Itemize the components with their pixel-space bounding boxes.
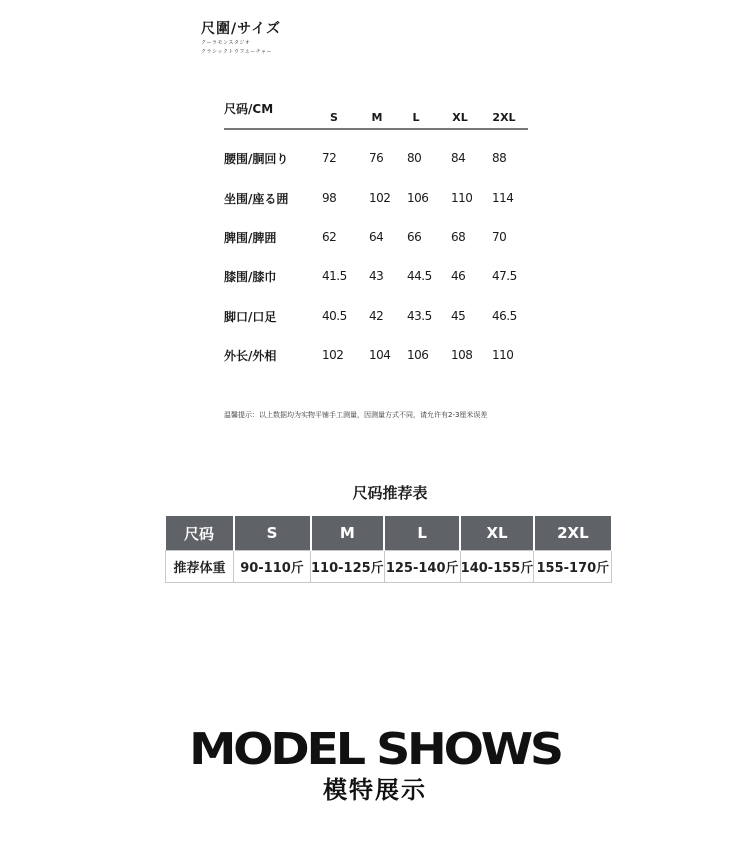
recommend-cell: 140-155斤 xyxy=(460,551,534,583)
size-row-label: 脾围/脾囲 xyxy=(224,231,277,245)
recommend-table xyxy=(165,516,613,583)
recommend-cell: 125-140斤 xyxy=(384,551,460,583)
size-row-label: 外长/外相 xyxy=(224,349,277,363)
recommend-header-cell: XL xyxy=(460,516,534,551)
size-cell: 47.5 xyxy=(492,269,517,283)
size-cell: 70 xyxy=(492,230,507,244)
size-cell: 72 xyxy=(322,151,337,165)
size-row-label: 腰围/胴回り xyxy=(224,152,289,166)
header-subtitle: クーラモンスタジオ xyxy=(201,40,251,46)
size-row-label: 坐围/座る囲 xyxy=(224,192,289,206)
header-subtitle: クラシックトウフユーチャー xyxy=(201,49,273,55)
recommend-cell: 推荐体重 xyxy=(166,551,234,583)
size-row-label: 脚口/口足 xyxy=(224,310,277,324)
size-cell: 44.5 xyxy=(407,269,432,283)
size-cell: 41.5 xyxy=(322,269,347,283)
size-cell: 45 xyxy=(451,309,466,323)
size-cell: 46.5 xyxy=(492,309,517,323)
recommend-header-cell: 尺码 xyxy=(166,516,234,551)
size-row-label: 膝围/膝巾 xyxy=(224,270,277,284)
recommend-header-cell: M xyxy=(311,516,385,551)
size-cell: 102 xyxy=(322,348,344,362)
size-cell: 43.5 xyxy=(407,309,432,323)
size-cell: 68 xyxy=(451,230,466,244)
size-unit-label: 尺码/CM xyxy=(224,102,274,116)
measurement-note: 温馨提示：以上数据均为实物平铺手工测量，因测量方式不同，请允许有2-3厘米误差 xyxy=(224,411,488,419)
header-title: 尺圍/サイズ xyxy=(201,21,281,37)
size-cell: 64 xyxy=(369,230,384,244)
size-cell: 84 xyxy=(451,151,466,165)
size-cell: 42 xyxy=(369,309,384,323)
size-cell: 88 xyxy=(492,151,507,165)
size-header-m: M xyxy=(371,111,383,124)
size-cell: 108 xyxy=(451,348,473,362)
size-cell: 80 xyxy=(407,151,422,165)
size-cell: 46 xyxy=(451,269,466,283)
size-cell: 98 xyxy=(322,191,337,205)
size-cell: 43 xyxy=(369,269,384,283)
recommend-weight-row xyxy=(166,551,612,583)
size-header-2xl: 2XL xyxy=(492,111,516,124)
size-cell: 66 xyxy=(407,230,422,244)
size-cell: 106 xyxy=(407,191,429,205)
recommend-header-row xyxy=(166,516,612,551)
model-shows-title: MODEL SHOWS xyxy=(189,724,561,775)
size-header-xl: XL xyxy=(452,111,468,124)
recommend-header-cell: L xyxy=(384,516,460,551)
size-cell: 104 xyxy=(369,348,391,362)
size-cell: 114 xyxy=(492,191,514,205)
size-cell: 62 xyxy=(322,230,337,244)
recommend-cell: 90-110斤 xyxy=(234,551,311,583)
size-cell: 110 xyxy=(451,191,473,205)
recommend-cell: 155-170斤 xyxy=(534,551,612,583)
size-header-l: L xyxy=(412,111,420,124)
size-cell: 106 xyxy=(407,348,429,362)
size-cell: 110 xyxy=(492,348,514,362)
size-cell: 76 xyxy=(369,151,384,165)
size-cell: 40.5 xyxy=(322,309,347,323)
recommend-cell: 110-125斤 xyxy=(311,551,385,583)
recommend-title: 尺码推荐表 xyxy=(352,484,428,502)
recommend-header-cell: 2XL xyxy=(534,516,612,551)
recommend-header-cell: S xyxy=(234,516,311,551)
header-rule xyxy=(224,128,528,130)
size-header-s: S xyxy=(330,111,338,124)
model-shows-subtitle: 模特展示 xyxy=(323,776,427,804)
size-cell: 102 xyxy=(369,191,391,205)
